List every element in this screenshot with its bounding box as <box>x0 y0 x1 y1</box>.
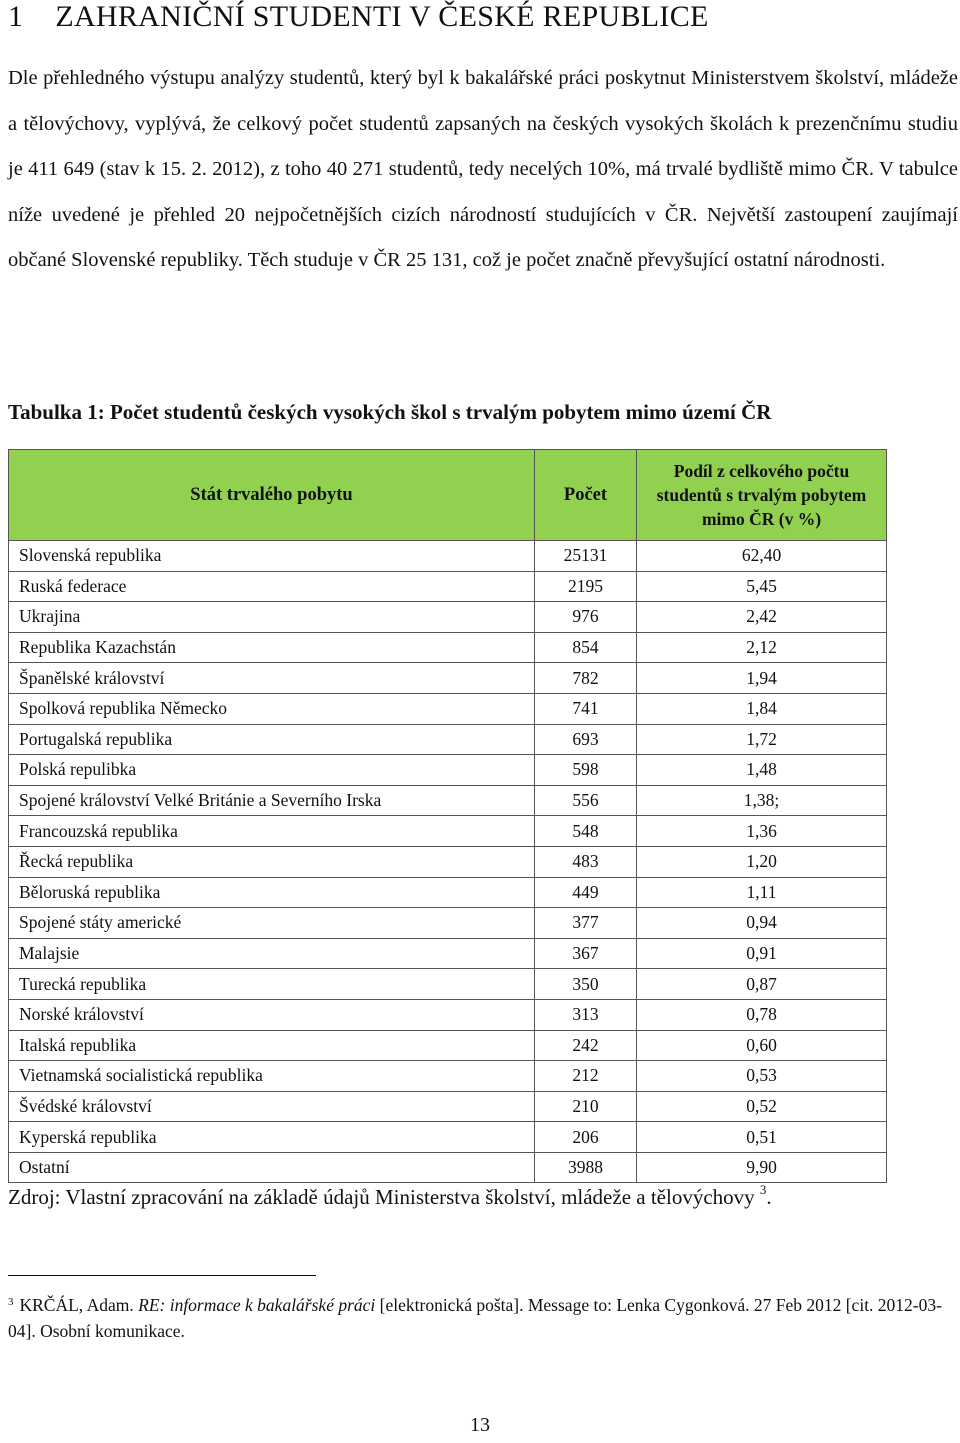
cell-country: Spojené království Velké Británie a Severního Irska <box>9 785 535 816</box>
table-row <box>9 999 887 1030</box>
footnote-separator <box>8 1275 316 1276</box>
table-row <box>9 969 887 1000</box>
cell-count: 367 <box>535 938 637 969</box>
cell-country: Slovenská republika <box>9 541 535 572</box>
table-row <box>9 1091 887 1122</box>
table-row <box>9 724 887 755</box>
cell-share: 9,90 <box>637 1152 887 1183</box>
cell-share: 0,52 <box>637 1091 887 1122</box>
cell-share: 0,91 <box>637 938 887 969</box>
cell-country: Ruská federace <box>9 571 535 602</box>
footnote-author: KRČÁL, Adam. <box>19 1295 134 1315</box>
cell-share: 0,60 <box>637 1030 887 1061</box>
table-row <box>9 663 887 694</box>
table-row <box>9 816 887 847</box>
cell-count: 976 <box>535 602 637 633</box>
cell-country: Vietnamská socialistická republika <box>9 1061 535 1092</box>
cell-share: 1,48 <box>637 755 887 786</box>
source-text: Zdroj: Vlastní zpracování na základě údajů Ministerstva školství, mládeže a tělovýchovy <box>8 1185 755 1209</box>
table-row <box>9 846 887 877</box>
footnote <box>8 1289 960 1344</box>
table-row <box>9 908 887 939</box>
cell-count: 449 <box>535 877 637 908</box>
header-count: Počet <box>535 450 637 541</box>
cell-count: 556 <box>535 785 637 816</box>
footnote-rest: [elektronická pošta]. Message to: Lenka Cygonková. 27 Feb 2012 [cit. 2012-03-04]. Osobní komunikace. <box>8 1295 942 1341</box>
header-country: Stát trvalého pobytu <box>9 450 535 541</box>
cell-count: 350 <box>535 969 637 1000</box>
page-number: 13 <box>470 1414 490 1436</box>
table-row <box>9 1061 887 1092</box>
cell-share: 1,94 <box>637 663 887 694</box>
footnote-mark: 3 <box>8 1296 14 1308</box>
table-row <box>9 877 887 908</box>
cell-share: 1,11 <box>637 877 887 908</box>
cell-share: 1,84 <box>637 693 887 724</box>
cell-count: 782 <box>535 663 637 694</box>
cell-country: Švédské království <box>9 1091 535 1122</box>
table-row <box>9 785 887 816</box>
cell-count: 3988 <box>535 1152 637 1183</box>
table-row <box>9 1122 887 1153</box>
table-body <box>9 541 887 1183</box>
cell-count: 598 <box>535 755 637 786</box>
chapter-heading <box>8 0 709 34</box>
table-caption: Tabulka 1: Počet studentů českých vysokých škol s trvalým pobytem mimo území ČR <box>8 400 772 424</box>
cell-share: 0,87 <box>637 969 887 1000</box>
cell-country: Republika Kazachstán <box>9 632 535 663</box>
cell-country: Malajsie <box>9 938 535 969</box>
cell-country: Španělské království <box>9 663 535 694</box>
cell-share: 62,40 <box>637 541 887 572</box>
intro-paragraph: Dle přehledného výstupu analýzy studentů, který byl k bakalářské práci poskytnut Ministerstvem školství, mládeže a tělovýchovy, vyplývá, že celkový počet studentů zapsaných na českých vysokých školách k prezenčnímu studiu je 411 649 (stav k 15. 2. 2012), z toho 40 271 studentů, tedy necelých 10%, má trvalé bydliště mimo ČR. V tabulce níže uvedené je přehled 20 nejpočetnějších cizích národností studujících v ČR. Největší zastoupení zaujímají občané Slovenské republiky. Těch studuje v ČR 25 131, což je počet značně převyšující ostatní národnosti. <box>8 67 958 271</box>
cell-country: Ostatní <box>9 1152 535 1183</box>
table-row <box>9 938 887 969</box>
cell-share: 0,94 <box>637 908 887 939</box>
cell-share: 1,38; <box>637 785 887 816</box>
cell-count: 206 <box>535 1122 637 1153</box>
footnote-ref: 3 <box>759 1182 767 1197</box>
cell-count: 2195 <box>535 571 637 602</box>
table-row <box>9 755 887 786</box>
cell-country: Polská repulibka <box>9 755 535 786</box>
cell-share: 0,51 <box>637 1122 887 1153</box>
cell-count: 242 <box>535 1030 637 1061</box>
cell-share: 1,72 <box>637 724 887 755</box>
cell-count: 210 <box>535 1091 637 1122</box>
table-row <box>9 541 887 572</box>
table-row <box>9 571 887 602</box>
cell-country: Běloruská republika <box>9 877 535 908</box>
table-row <box>9 1030 887 1061</box>
table-row <box>9 1152 887 1183</box>
cell-count: 212 <box>535 1061 637 1092</box>
table-header-row <box>9 450 887 541</box>
cell-country: Norské království <box>9 999 535 1030</box>
table-row <box>9 602 887 633</box>
cell-share: 2,42 <box>637 602 887 633</box>
cell-country: Italská republika <box>9 1030 535 1061</box>
cell-count: 741 <box>535 693 637 724</box>
cell-country: Spolková republika Německo <box>9 693 535 724</box>
cell-country: Francouzská republika <box>9 816 535 847</box>
cell-count: 313 <box>535 999 637 1030</box>
cell-country: Spojené státy americké <box>9 908 535 939</box>
cell-share: 5,45 <box>637 571 887 602</box>
cell-count: 854 <box>535 632 637 663</box>
cell-count: 693 <box>535 724 637 755</box>
cell-share: 1,36 <box>637 816 887 847</box>
cell-count: 483 <box>535 846 637 877</box>
cell-country: Turecká republika <box>9 969 535 1000</box>
cell-country: Portugalská republika <box>9 724 535 755</box>
cell-country: Ukrajina <box>9 602 535 633</box>
footnote-title: RE: informace k bakalářské práci <box>138 1295 376 1315</box>
cell-share: 0,53 <box>637 1061 887 1092</box>
cell-country: Kyperská republika <box>9 1122 535 1153</box>
source-note <box>8 1182 772 1210</box>
cell-share: 0,78 <box>637 999 887 1030</box>
cell-country: Řecká republika <box>9 846 535 877</box>
cell-share: 2,12 <box>637 632 887 663</box>
chapter-number: 1 <box>8 0 24 33</box>
cell-share: 1,20 <box>637 846 887 877</box>
table-row <box>9 632 887 663</box>
chapter-title: ZAHRANIČNÍ STUDENTI V ČESKÉ REPUBLICE <box>55 0 709 33</box>
source-end: . <box>766 1185 772 1209</box>
table-row <box>9 693 887 724</box>
header-share: Podíl z celkového počtu studentů s trvalým pobytem mimo ČR (v %) <box>637 450 887 541</box>
cell-count: 377 <box>535 908 637 939</box>
students-table <box>8 449 887 1183</box>
cell-count: 548 <box>535 816 637 847</box>
cell-count: 25131 <box>535 541 637 572</box>
